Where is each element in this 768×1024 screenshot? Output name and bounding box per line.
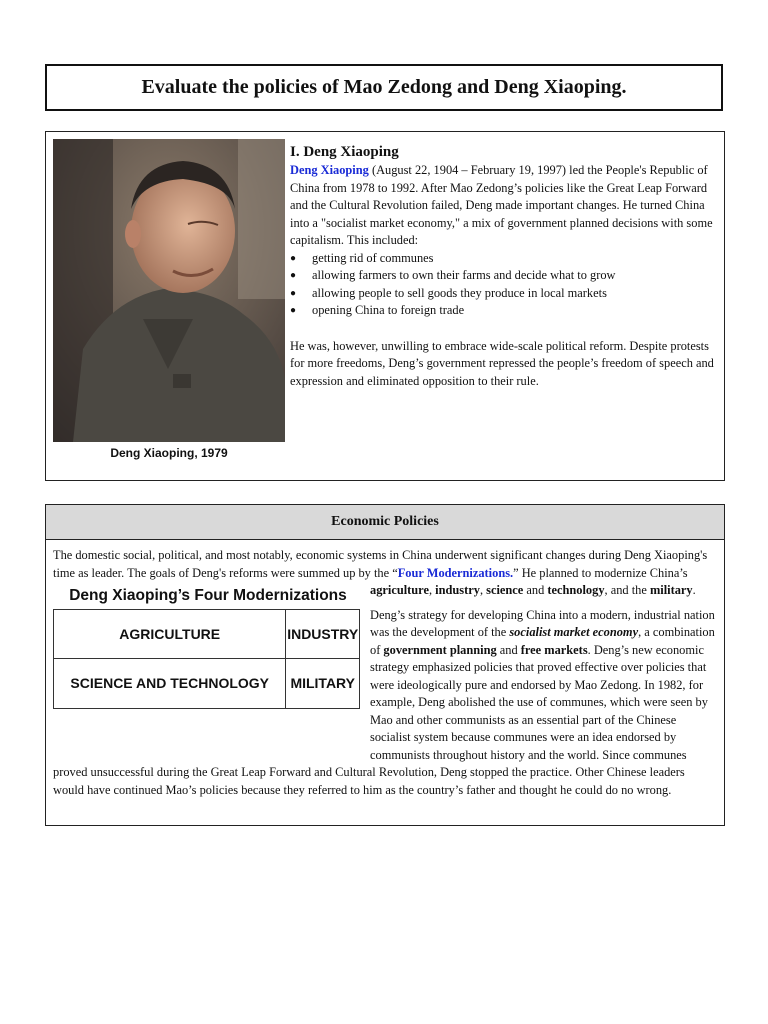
text-span: and [496, 642, 521, 657]
four-modernizations-figure [53, 583, 363, 757]
section-heading: I. Deng Xiaoping [290, 144, 399, 160]
bold-term: military [649, 583, 693, 597]
table-cell-industry: INDUSTRY [286, 610, 360, 659]
text-span: , and the [604, 583, 650, 597]
text-span: . [692, 583, 696, 597]
economic-policies-section [45, 504, 725, 826]
text-span: Deng’s strategy for developing China into a modern, industrial nation was the development of the [370, 607, 715, 639]
photo-caption: Deng Xiaoping, 1979 [110, 446, 228, 460]
text-span: , [479, 583, 487, 597]
figure-title: Deng Xiaoping’s Four Modernizations [69, 587, 347, 604]
text-span: ” He planned to modernize China’s [513, 565, 688, 580]
text-span: The domestic social, political, and most notably, economic systems in China underwent significant changes during Deng Xiaoping's time as leader. The goals of Deng's reforms were summed up by the “ [53, 548, 708, 580]
deng-xiaoping-link[interactable]: Deng Xiaoping [290, 163, 369, 177]
text-span: and [523, 583, 548, 597]
bold-term: agriculture [370, 583, 429, 597]
list-item: ● allowing people to sell goods they produce in local markets [290, 285, 720, 303]
list-item: ● opening China to foreign trade [290, 302, 720, 320]
list-item: ● getting rid of communes [290, 250, 720, 268]
page-title: Evaluate the policies of Mao Zedong and Deng Xiaoping. [141, 76, 627, 98]
economic-paragraph-1 [53, 547, 717, 582]
reform-bullet-list [290, 250, 720, 320]
text-span: , [428, 583, 436, 597]
bold-italic-term: socialist market economy [509, 625, 639, 639]
economic-body [53, 547, 717, 799]
table-row [54, 610, 360, 659]
four-modernizations-link[interactable]: Four Modernizations. [397, 565, 514, 580]
table-row [54, 659, 360, 709]
political-reform-paragraph: He was, however, unwilling to embrace wide-scale political reform. Despite protests for more freedoms, Deng’s government repressed the people’s freedom of speech and expression and eliminated opposition to their rule. [290, 338, 714, 388]
deng-text-block [290, 143, 720, 390]
bold-term: government planning [383, 642, 497, 657]
bold-term: industry [435, 583, 480, 597]
modernizations-table [53, 609, 360, 709]
text-span: . Deng’s new economic strategy emphasized policies that proved effective over policies that were ideologically pure and endorsed by Mao Zedong. In 1982, for example, Deng abolished the use of communes, which were seen by Mao and other communists as an essential part of the Chinese socialist system because communes were an idea endorsed by communists throughout history and the world. Since communes proved unsuccessful during the Great Leap Forward and Cultural Revolution, Deng stopped the practice. Other Chinese leaders would have continued Mao’s policies because they referred to him as the country’s father and thought he could do no wrong. [53, 642, 708, 797]
section-header: Economic Policies [46, 505, 724, 540]
bold-term: technology [547, 583, 605, 597]
text-span: , a combination of [370, 625, 715, 657]
title-box [45, 64, 723, 111]
table-cell-science-technology: SCIENCE AND TECHNOLOGY [54, 659, 286, 709]
deng-section [45, 131, 725, 481]
table-cell-agriculture: AGRICULTURE [54, 610, 286, 659]
table-cell-military: MILITARY [286, 659, 360, 709]
bold-term: science [486, 583, 524, 597]
list-item: ● allowing farmers to own their farms and decide what to grow [290, 267, 720, 285]
deng-portrait-photo [53, 139, 285, 442]
intro-paragraph [290, 162, 720, 250]
bold-term: free markets [520, 642, 588, 657]
portrait-image [53, 139, 285, 442]
intro-text: (August 22, 1904 – February 19, 1997) led the People's Republic of China from 1978 to 1992. After Mao Zedong’s policies like the Great Leap Forward and the Cultural Revolution failed, Deng made important changes. He turned China into a "socialist market economy," a mix of government planned decisions with some capitalism. This included: [290, 163, 713, 247]
